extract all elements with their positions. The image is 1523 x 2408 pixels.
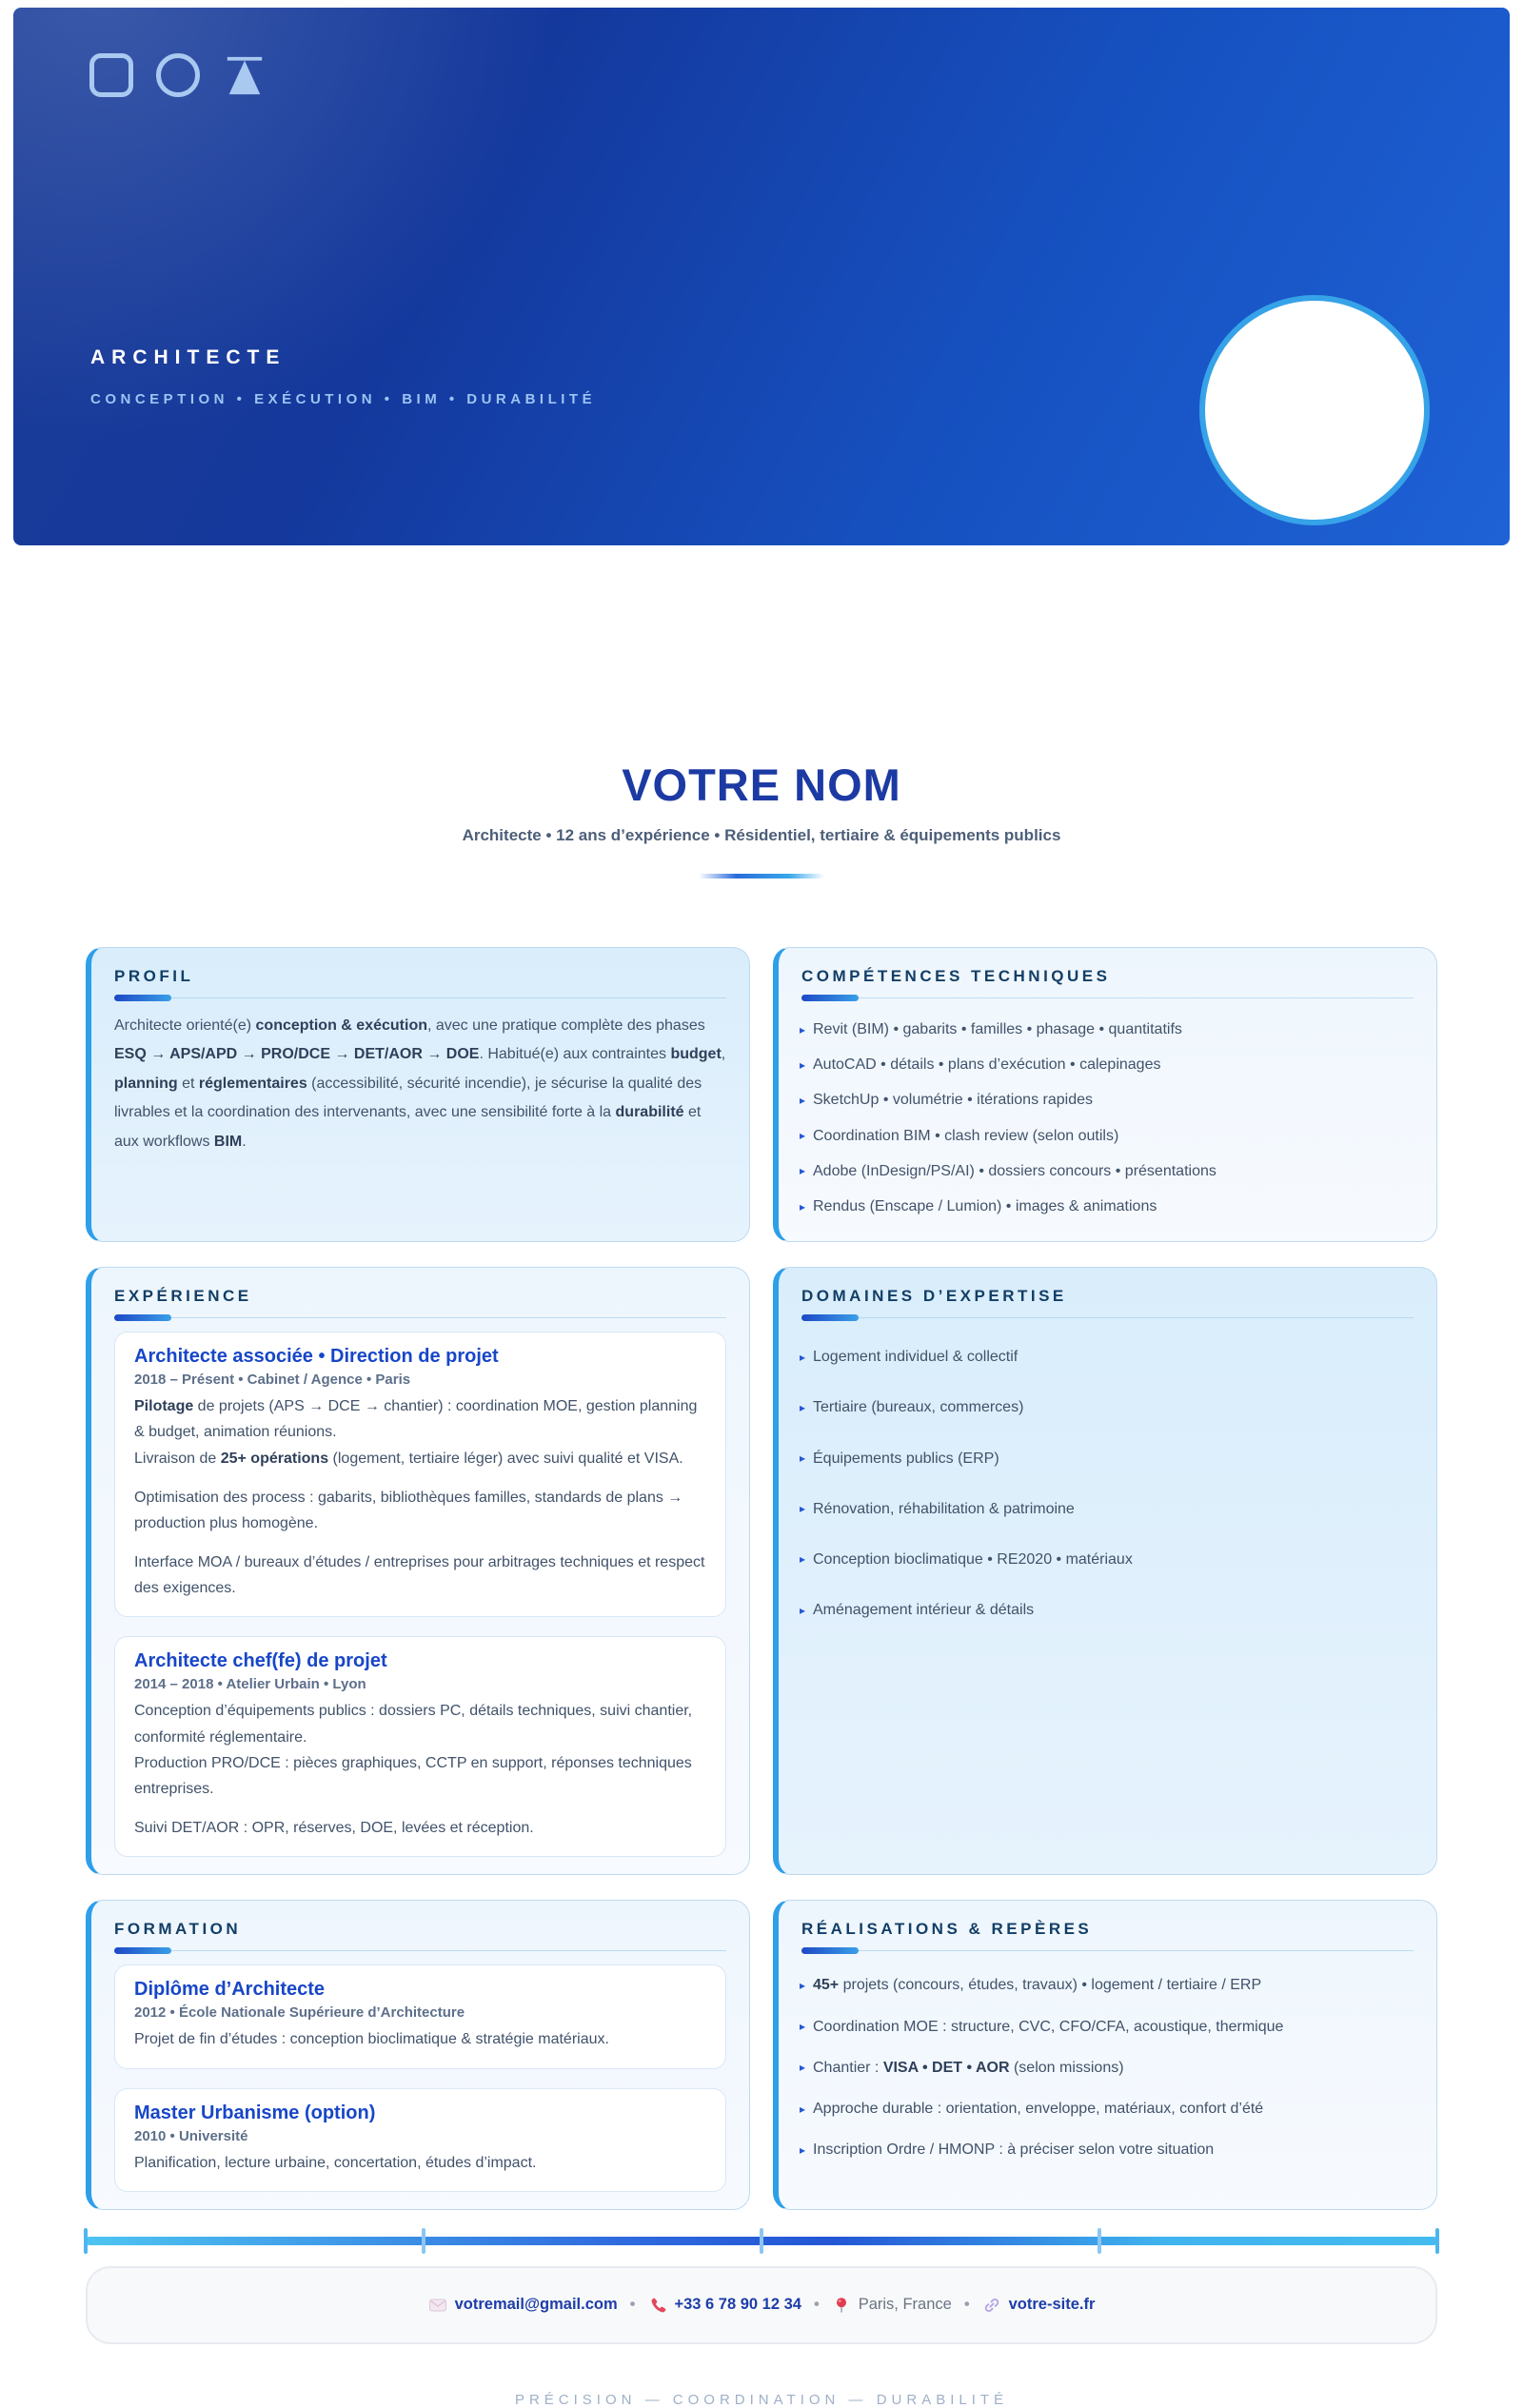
section-realisations bbox=[773, 1900, 1437, 2209]
job-title: Architecte chef(fe) de projet bbox=[134, 1650, 387, 1672]
list-item: ▸ Approche durable : orientation, enveloppe, matériaux, confort d’été bbox=[800, 2100, 1264, 2117]
bullet-triangle-icon: ▸ bbox=[800, 1502, 806, 1516]
contact-separator: • bbox=[629, 2296, 636, 2314]
pin-icon bbox=[832, 2296, 851, 2315]
list-item: ▸ Rénovation, réhabilitation & patrimoine bbox=[800, 1500, 1075, 1517]
list-item: ▸ Chantier : VISA • DET • AOR (selon missions) bbox=[800, 2059, 1124, 2076]
bullet-triangle-icon: ▸ bbox=[800, 1129, 806, 1143]
list-item: ▸ Adobe (InDesign/PS/AI) • dossiers concours • présentations bbox=[800, 1162, 1216, 1179]
competences-list bbox=[801, 1012, 1414, 1224]
section-title-realisations: RÉALISATIONS & REPÈRES bbox=[801, 1914, 1414, 1951]
bullet-triangle-icon: ▸ bbox=[800, 1164, 806, 1178]
bullet-triangle-icon: ▸ bbox=[800, 1400, 806, 1414]
phone-icon bbox=[647, 2296, 666, 2315]
domaines-list bbox=[801, 1332, 1414, 1635]
job-paragraph: Production PRO/DCE : pièces graphiques, CCTP en support, réponses techniques entreprises. bbox=[134, 1754, 692, 1797]
square-outline-icon bbox=[89, 53, 133, 97]
resume-page bbox=[0, 8, 1523, 2408]
list-item: ▸ Logement individuel & collectif bbox=[800, 1349, 1019, 1366]
list-item: ▸ Coordination BIM • clash review (selon outils) bbox=[800, 1127, 1119, 1144]
footer-motto: PRÉCISION — COORDINATION — DURABILITÉ bbox=[514, 2391, 1009, 2408]
education-desc: Planification, lecture urbaine, concertation, études d’impact. bbox=[134, 2154, 537, 2171]
job-paragraph: Optimisation des process : gabarits, bibliothèques familles, standards de plans → production plus homogène. bbox=[134, 1489, 683, 1531]
bullet-triangle-icon: ▸ bbox=[800, 2102, 806, 2116]
website-link[interactable]: votre-site.fr bbox=[1008, 2296, 1096, 2314]
link-icon bbox=[982, 2296, 1001, 2315]
profil-paragraph: Architecte orienté(e) conception & exécution, avec une pratique complète des phases ESQ → APS/APD → PRO/DCE → DET/AOR → DOE. Habitué(e) aux contraintes budget, planning et réglementaires (accessibilité, sécurité incendie), je sécurise la qualité des livrables et la coordination des intervenants, avec une sensibilité forte à la durabilité et aux workflows BIM. bbox=[114, 1017, 726, 1150]
bullet-triangle-icon: ▸ bbox=[800, 1451, 806, 1466]
job-paragraph: Interface MOA / bureaux d’études / entreprises pour arbitrages techniques et respect des exigences. bbox=[134, 1554, 705, 1597]
location-text: Paris, France bbox=[858, 2296, 952, 2314]
job-meta: 2014 – 2018 • Atelier Urbain • Lyon bbox=[134, 1676, 366, 1693]
contact-phone[interactable] bbox=[647, 2296, 801, 2315]
section-formation bbox=[86, 1900, 750, 2209]
education-meta: 2012 • École Nationale Supérieure d’Architecture bbox=[134, 2004, 465, 2022]
contact-location bbox=[832, 2296, 952, 2315]
job-paragraph: Pilotage de projets (APS → DCE → chantier) : coordination MOE, gestion planning & budget, animation réunions. bbox=[134, 1398, 698, 1441]
timeline-tick bbox=[760, 2228, 763, 2254]
section-profil bbox=[86, 947, 750, 1242]
list-item: ▸ Équipements publics (ERP) bbox=[800, 1450, 999, 1467]
section-experience bbox=[86, 1267, 750, 1875]
bullet-triangle-icon: ▸ bbox=[800, 1199, 806, 1214]
realisations-list bbox=[801, 1964, 1414, 2170]
timeline-divider bbox=[86, 2237, 1437, 2245]
timeline-tick bbox=[84, 2228, 88, 2254]
job-card-2 bbox=[114, 1636, 726, 1857]
bullet-triangle-icon: ▸ bbox=[800, 2020, 806, 2034]
bullet-triangle-icon: ▸ bbox=[800, 1978, 806, 1992]
bullet-triangle-icon: ▸ bbox=[800, 2142, 806, 2157]
list-item: ▸ Revit (BIM) • gabarits • familles • phasage • quantitatifs bbox=[800, 1021, 1182, 1037]
timeline-tick bbox=[1435, 2228, 1439, 2254]
job-card-1 bbox=[114, 1332, 726, 1617]
job-paragraph: Suivi DET/AOR : OPR, réserves, DOE, levées et réception. bbox=[134, 1820, 534, 1837]
header-banner bbox=[13, 8, 1510, 545]
job-paragraph: Livraison de 25+ opérations (logement, tertiaire léger) avec suivi qualité et VISA. bbox=[134, 1450, 683, 1467]
phone-number[interactable]: +33 6 78 90 12 34 bbox=[674, 2296, 801, 2314]
section-title-profil: PROFIL bbox=[114, 961, 726, 998]
list-item: ▸ Aménagement intérieur & détails bbox=[800, 1602, 1035, 1619]
education-card-1 bbox=[114, 1964, 726, 2068]
education-title: Diplôme d’Architecte bbox=[134, 1979, 326, 2001]
contact-website[interactable] bbox=[982, 2296, 1096, 2315]
section-title-experience: EXPÉRIENCE bbox=[114, 1281, 726, 1318]
title-divider bbox=[699, 874, 824, 878]
list-item: ▸ Tertiaire (bureaux, commerces) bbox=[800, 1399, 1024, 1416]
section-domaines bbox=[773, 1267, 1437, 1875]
section-title-formation: FORMATION bbox=[114, 1914, 726, 1951]
avatar bbox=[1199, 295, 1430, 525]
section-competences bbox=[773, 947, 1437, 1242]
job-meta: 2018 – Présent • Cabinet / Agence • Paris bbox=[134, 1372, 411, 1389]
list-item: ▸ SketchUp • volumétrie • itérations rapides bbox=[800, 1092, 1093, 1109]
circle-outline-icon bbox=[156, 53, 200, 97]
job-paragraph: Conception d’équipements publics : dossiers PC, détails techniques, suivi chantier, conformité réglementaire. bbox=[134, 1703, 693, 1746]
logo bbox=[89, 53, 267, 97]
subtitle: Architecte • 12 ans d’expérience • Résidentiel, tertiaire & équipements publics bbox=[462, 826, 1061, 844]
timeline-tick bbox=[422, 2228, 425, 2254]
bullet-triangle-icon: ▸ bbox=[800, 1603, 806, 1617]
bullet-triangle-icon: ▸ bbox=[800, 1057, 806, 1072]
education-desc: Projet de fin d’études : conception bioclimatique & stratégie matériaux. bbox=[134, 2031, 609, 2048]
bullet-triangle-icon: ▸ bbox=[800, 1022, 806, 1036]
envelope-icon bbox=[428, 2296, 447, 2315]
drafting-triangle-icon bbox=[223, 53, 267, 97]
timeline-tick bbox=[1098, 2228, 1101, 2254]
identity-block bbox=[0, 545, 1523, 878]
bullet-triangle-icon: ▸ bbox=[800, 1552, 806, 1567]
content-grid bbox=[0, 947, 1523, 2210]
role-tagline: CONCEPTION • EXÉCUTION • BIM • DURABILITÉ bbox=[90, 391, 597, 407]
role-block bbox=[90, 346, 596, 407]
list-item: ▸ Coordination MOE : structure, CVC, CFO/CFA, acoustique, thermique bbox=[800, 2018, 1284, 2035]
list-item: ▸ Inscription Ordre / HMONP : à préciser selon votre situation bbox=[800, 2142, 1215, 2159]
list-item: ▸ 45+ projets (concours, études, travaux) • logement / tertiaire / ERP bbox=[800, 1977, 1262, 1994]
contact-separator: • bbox=[963, 2296, 970, 2314]
section-title-domaines: DOMAINES D’EXPERTISE bbox=[801, 1281, 1414, 1318]
contact-email[interactable] bbox=[428, 2296, 618, 2315]
education-meta: 2010 • Université bbox=[134, 2127, 248, 2144]
bullet-triangle-icon: ▸ bbox=[800, 1350, 806, 1364]
list-item: ▸ Conception bioclimatique • RE2020 • matériaux bbox=[800, 1550, 1133, 1568]
email-link[interactable]: votremail@gmail.com bbox=[454, 2296, 618, 2314]
education-title: Master Urbanisme (option) bbox=[134, 2102, 376, 2123]
contact-bar bbox=[86, 2266, 1437, 2344]
education-card-2 bbox=[114, 2088, 726, 2192]
list-item: ▸ Rendus (Enscape / Lumion) • images & animations bbox=[800, 1197, 1157, 1214]
list-item: ▸ AutoCAD • détails • plans d’exécution • calepinages bbox=[800, 1056, 1161, 1074]
section-title-competences: COMPÉTENCES TECHNIQUES bbox=[801, 961, 1414, 998]
contact-separator: • bbox=[813, 2296, 820, 2314]
role-title: ARCHITECTE bbox=[90, 346, 287, 368]
job-title: Architecte associée • Direction de projet bbox=[134, 1346, 499, 1368]
page-title: VOTRE NOM bbox=[622, 760, 901, 810]
bullet-triangle-icon: ▸ bbox=[800, 1093, 806, 1107]
bullet-triangle-icon: ▸ bbox=[800, 2061, 806, 2075]
